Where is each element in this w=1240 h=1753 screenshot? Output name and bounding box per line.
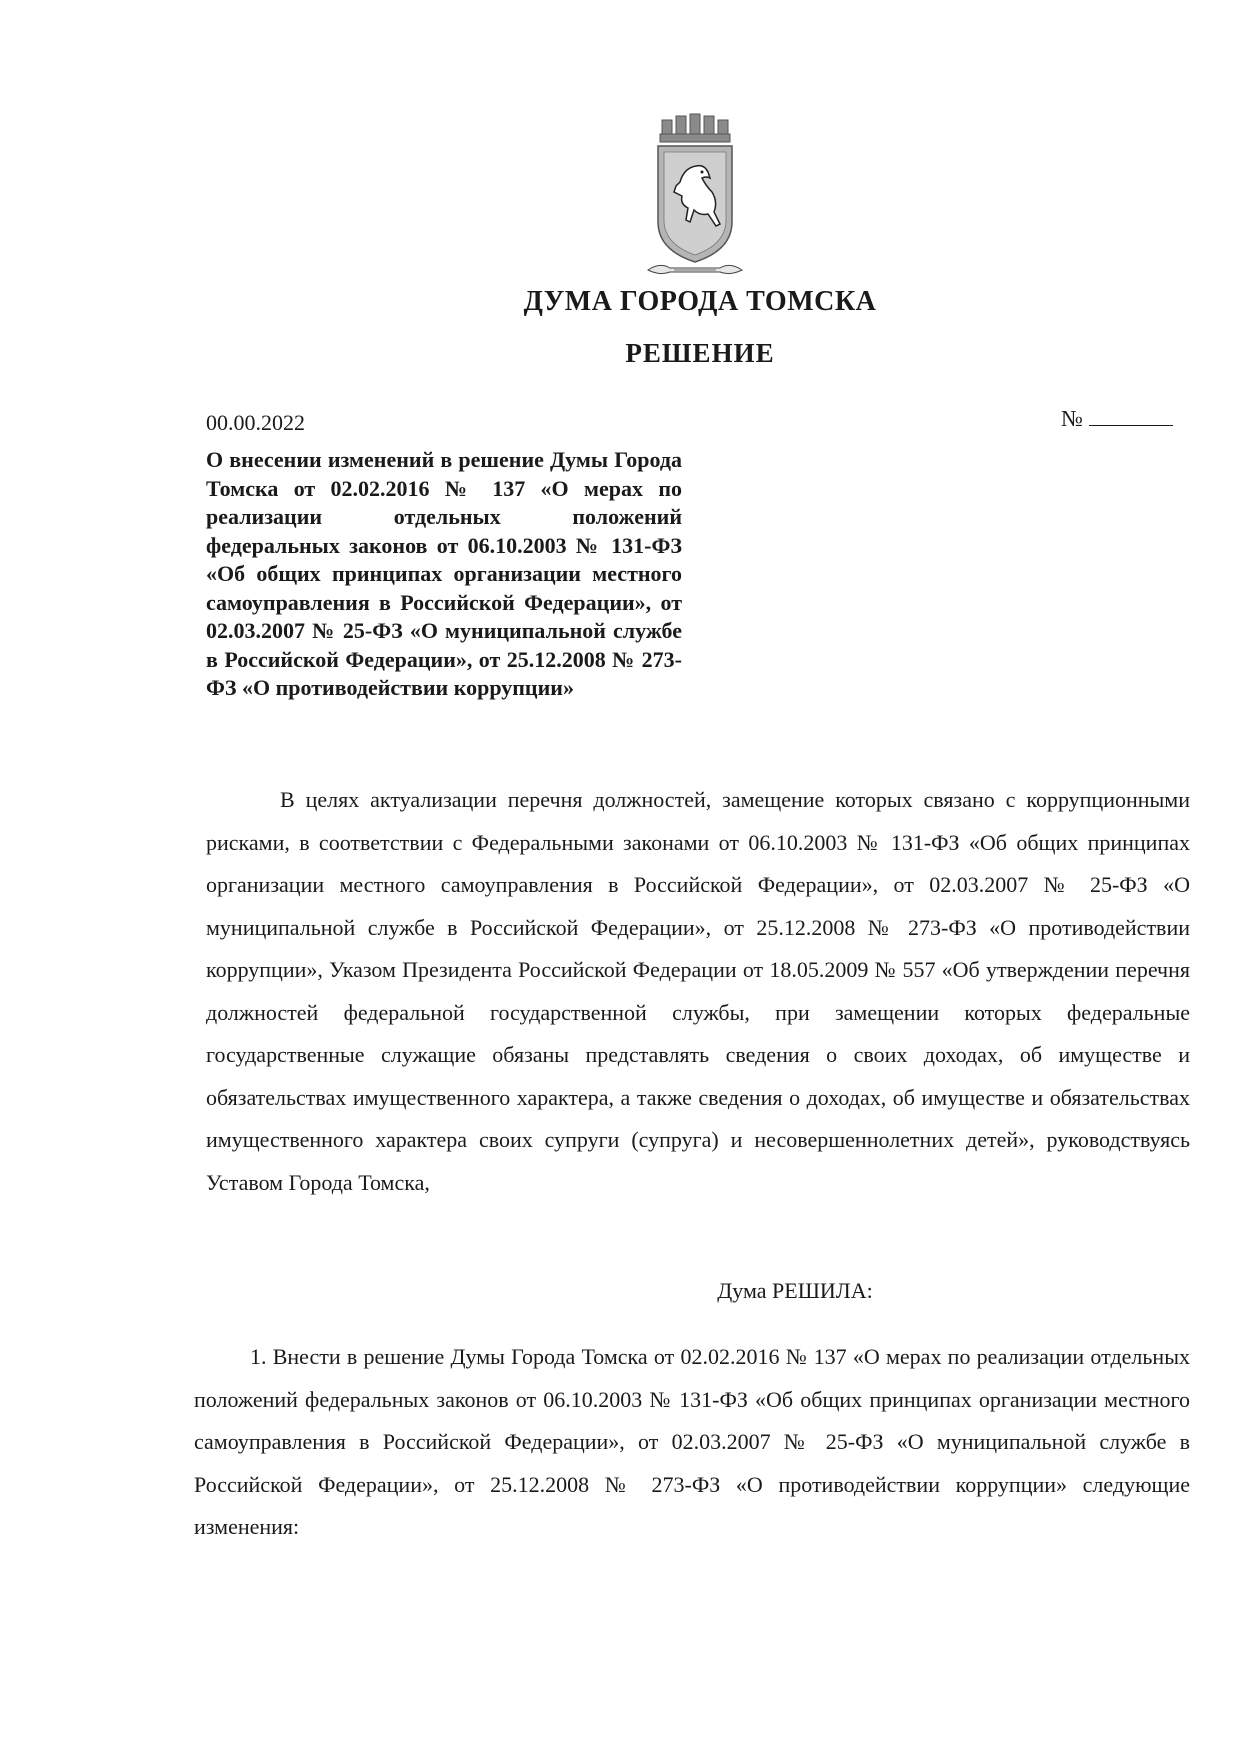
coat-of-arms-emblem — [640, 112, 750, 282]
document-date: 00.00.2022 — [206, 410, 305, 435]
number-blank-line — [1089, 425, 1173, 426]
resolution-item-1: 1. Внести в решение Думы Города Томска от 02.02.2016 № 137 «О мерах по реализации отдельных положений федеральных законов от 06.10.2003 № 131-ФЗ «Об общих принципах организации местного самоуправления в Российской Федерации», от 02.03.2007 № 25-ФЗ «О муниципальной службе в Российской Федерации», от 25.12.2008 № 273-ФЗ «О противодействии коррупции» следующие изменения: — [194, 1344, 1190, 1539]
document-subject: О внесении изменений в решение Думы Города Томска от 02.02.2016 № 137 «О мерах по реализации отдельных положений федеральных законов от 06.10.2003 № 131-ФЗ «Об общих принципах организации местного самоуправления в Российской Федерации», от 02.03.2007 № 25-ФЗ «О муниципальной службе в Российской Федерации», от 25.12.2008 № 273-ФЗ «О противодействии коррупции» — [206, 447, 682, 700]
document-type-title: РЕШЕНИЕ — [625, 338, 775, 368]
organization-title: ДУМА ГОРОДА ТОМСКА — [523, 286, 877, 317]
number-label: № — [1061, 406, 1083, 431]
document-number-field — [1061, 406, 1173, 432]
resolution-heading: Дума РЕШИЛА: — [717, 1278, 873, 1303]
intro-paragraph: В целях актуализации перечня должностей, замещение которых связано с коррупционными рисками, в соответствии с Федеральными законами от 06.10.2003 № 131-ФЗ «Об общих принципах организации местного самоуправления в Российской Федерации», от 02.03.2007 № 25-ФЗ «О муниципальной службе в Российской Федерации», от 25.12.2008 № 273-ФЗ «О противодействии коррупции», Указом Президента Российской Федерации от 18.05.2009 № 557 «Об утверждении перечня должностей федеральной государственной службы, при замещении которых федеральные государственные служащие обязаны представлять сведения о своих доходах, об имуществе и обязательствах имущественного характера, а также сведения о доходах, об имуществе и обязательствах имущественного характера своих супруги (супруга) и несовершеннолетних детей», руководствуясь Уставом Города Томска, — [206, 787, 1190, 1195]
